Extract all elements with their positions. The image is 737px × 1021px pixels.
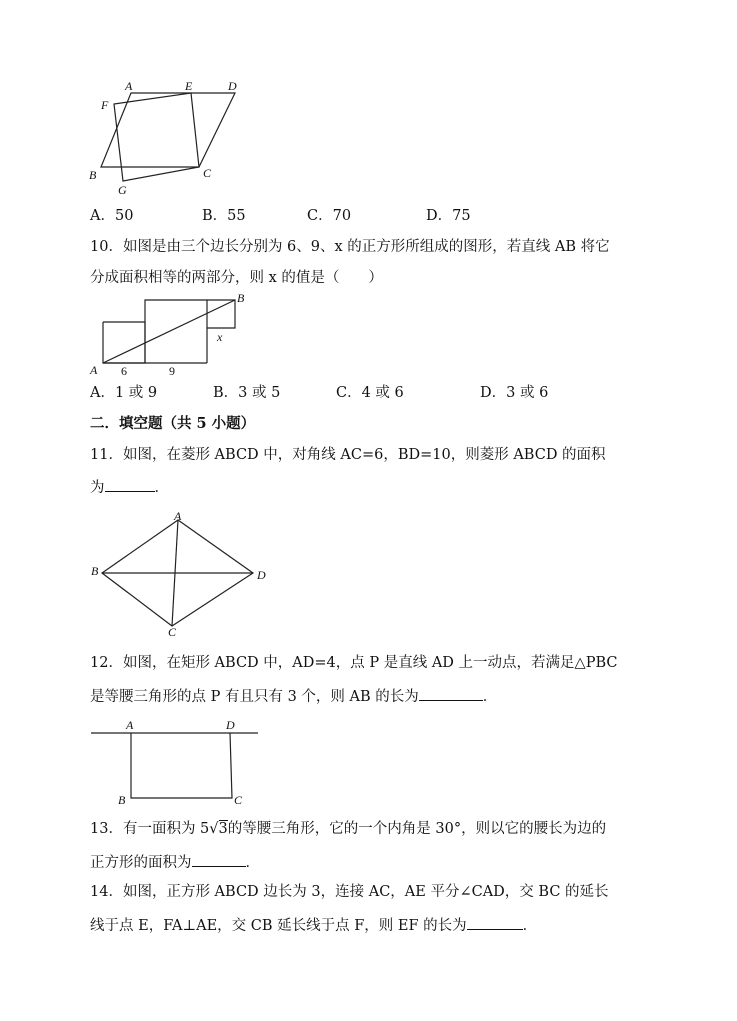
label-B: B: [91, 564, 99, 578]
label-D: D: [228, 79, 237, 93]
label-B: B: [237, 291, 245, 305]
q13-answer-blank[interactable]: [192, 851, 246, 867]
q12-prefix: 是等腰三角形的点 P 有且只有 3 个，则 AB 的长为: [90, 689, 419, 705]
label-D: D: [226, 718, 235, 732]
label-x: x: [217, 330, 223, 344]
square-9: [145, 300, 207, 363]
q11-text-line2: [90, 476, 169, 498]
q10-figure: [88, 290, 263, 382]
square-x: [207, 300, 235, 328]
square-6: [103, 322, 145, 363]
q14-suffix: ．: [522, 918, 538, 934]
square-efgc: [114, 93, 199, 181]
q10-option-b: B．3 或 5: [213, 385, 281, 401]
label-G: G: [118, 183, 127, 197]
label-B: B: [89, 168, 97, 182]
q11-answer-blank[interactable]: [105, 476, 155, 492]
q13-suffix: 的等腰三角形，它的一个内角是 30°，则以它的腰长为边的: [227, 821, 607, 837]
label-A: A: [174, 509, 182, 523]
label-C: C: [168, 625, 177, 639]
label-6: 6: [121, 364, 127, 378]
q14-prefix: 线于点 E，FA⊥AE，交 CB 延长线于点 F，则 EF 的长为: [90, 918, 467, 934]
q12-figure: [88, 714, 268, 810]
q13-line2-prefix: 正方形的面积为: [90, 855, 192, 871]
q13-text-line2: [90, 851, 260, 873]
q11-prefix: 为: [90, 480, 105, 496]
label-A: A: [125, 79, 133, 93]
q14-text-line1: 14．如图，正方形 ABCD 边长为 3，连接 AC，AE 平分∠CAD，交 BC 的延长: [90, 884, 609, 900]
q13-text-line1: [90, 819, 606, 839]
q12-text-line1: 12．如图，在矩形 ABCD 中，AD=4，点 P 是直线 AD 上一动点，若满足△PBC: [90, 655, 618, 671]
q11-text-line1: 11．如图，在菱形 ABCD 中，对角线 AC=6，BD=10，则菱形 ABCD 的面积: [90, 447, 606, 463]
parallelogram-abcd: [101, 93, 235, 167]
q13-sqrt-arg: 3: [218, 821, 228, 837]
label-C: C: [203, 166, 212, 180]
q10-option-d: D．3 或 6: [480, 385, 549, 401]
q9-option-a: A．50: [90, 208, 134, 224]
rectangle-abcd: [131, 733, 232, 798]
label-9: 9: [169, 364, 175, 378]
q9-option-c: C．70: [307, 208, 352, 224]
label-A: A: [90, 363, 98, 377]
line-ab: [103, 300, 235, 363]
sqrt-icon: √: [209, 821, 219, 837]
section-title: 二．填空题（共 5 小题）: [90, 415, 256, 432]
q14-answer-blank[interactable]: [467, 914, 523, 930]
q9-option-b: B．55: [202, 208, 246, 224]
label-E: E: [185, 79, 193, 93]
label-A: A: [126, 718, 134, 732]
q12-suffix: ．: [482, 689, 498, 705]
q11-suffix: ．: [154, 480, 169, 496]
q9-option-d: D．75: [426, 208, 471, 224]
q12-answer-blank[interactable]: [419, 685, 483, 701]
q13-prefix: 13．有一面积为 5: [90, 821, 210, 837]
q10-option-a: A．1 或 9: [90, 385, 158, 401]
q13-line2-suffix: ．: [245, 855, 260, 871]
q14-text-line2: [90, 914, 537, 936]
label-C: C: [234, 793, 243, 807]
label-D: D: [257, 568, 266, 582]
q9-figure: [85, 78, 255, 198]
q12-text-line2: [90, 685, 497, 707]
q11-figure: [88, 508, 273, 643]
q10-option-c: C．4 或 6: [336, 385, 404, 401]
q10-text-line2: 分成面积相等的两部分，则 x 的值是（ ）: [90, 270, 383, 286]
label-F: F: [101, 98, 109, 112]
label-B: B: [118, 793, 126, 807]
q10-text-line1: 10．如图是由三个边长分别为 6、9、x 的正方形所组成的图形，若直线 AB 将它: [90, 239, 610, 255]
